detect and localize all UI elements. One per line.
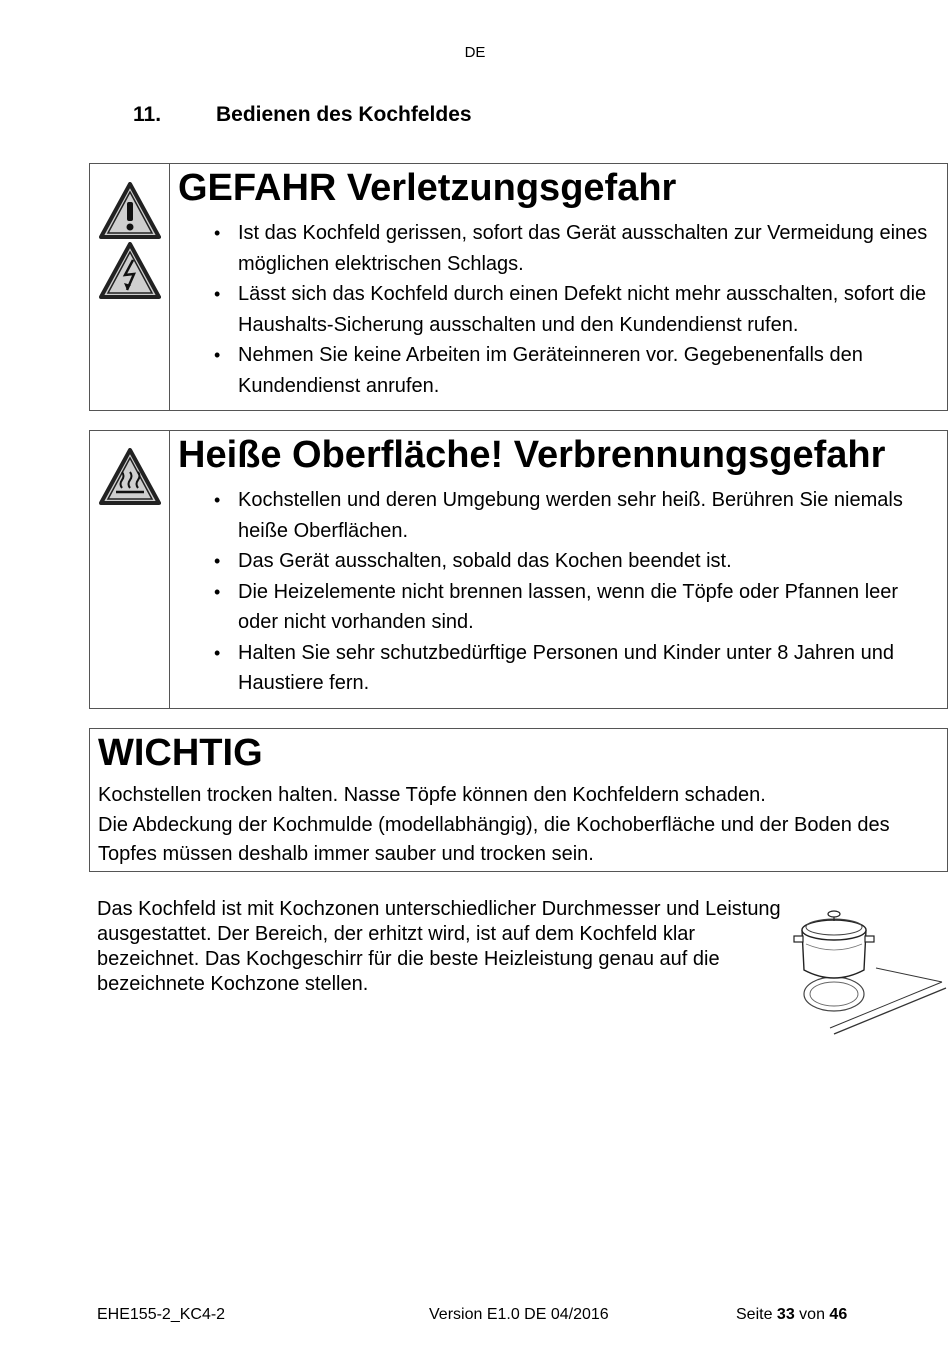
footer-model: EHE155-2_KC4-2 [97, 1306, 226, 1323]
footer-page-number [736, 1306, 847, 1324]
hot-icon-column [90, 431, 170, 708]
danger-warning-title: GEFAHR Verletzungsgefahr [178, 167, 677, 209]
footer-version: Version E1.0 DE 04/2016 [429, 1306, 609, 1323]
page-prefix: Seite [736, 1306, 773, 1323]
page-current: 33 [776, 1306, 795, 1323]
section-title: Bedienen des Kochfeldes [216, 103, 472, 126]
intro-paragraph: Das Kochfeld ist mit Kochzonen unterschiedlicher Durchmesser und Leistung ausgestattet. Der Bereich, der erhitzt wird, ist auf dem Kochfeld klar bezeichnet. Das Kochgeschirr für die beste Heizleistung genau auf die bezeichnete Kochzone stellen. [97, 898, 781, 995]
hot-surface-warning-box [89, 430, 948, 709]
list-item: • Kochstellen und deren Umgebung werden sehr heiß. Berühren Sie niemals heiße Oberflächen. [178, 485, 947, 546]
page-total: 46 [829, 1306, 848, 1323]
danger-warning-list [178, 218, 947, 401]
hot-surface-warning-list [178, 485, 947, 699]
list-item: • Lässt sich das Kochfeld durch einen Defekt nicht mehr ausschalten, sofort die Haushalts-Sicherung ausschalten und den Kundendienst rufen. [178, 279, 947, 340]
hot-surface-icon [99, 448, 161, 506]
list-item: • Die Heizelemente nicht brennen lassen, wenn die Töpfe oder Pfannen leer oder nicht vorhanden sind. [178, 577, 947, 638]
general-warning-icon [99, 182, 161, 240]
important-title: WICHTIG [98, 732, 263, 774]
important-notice-box [89, 728, 948, 872]
danger-warning-box [89, 163, 948, 411]
hot-surface-warning-title: Heiße Oberfläche! Verbrennungsgefahr [178, 434, 886, 476]
list-item: • Das Gerät ausschalten, sobald das Kochen beendet ist. [178, 546, 947, 577]
pot-on-cooktop-illustration [792, 900, 948, 1040]
section-heading [133, 103, 472, 127]
section-number: 11. [133, 103, 162, 126]
electric-hazard-icon [99, 242, 161, 300]
important-line-1: Kochstellen trocken halten. Nasse Töpfe können den Kochfeldern schaden. [98, 784, 766, 806]
page-separator: von [799, 1306, 825, 1323]
list-item: • Halten Sie sehr schutzbedürftige Personen und Kinder unter 8 Jahren und Haustiere fern. [178, 638, 947, 699]
warning-icon-column [90, 164, 170, 410]
list-item: • Ist das Kochfeld gerissen, sofort das Gerät ausschalten zur Vermeidung eines möglichen elektrischen Schlags. [178, 218, 947, 279]
language-label: DE [464, 44, 486, 61]
danger-warning-content [170, 164, 947, 410]
list-item: • Nehmen Sie keine Arbeiten im Geräteinneren vor. Gegebenenfalls den Kundendienst anrufen. [178, 340, 947, 401]
important-line-2: Die Abdeckung der Kochmulde (modellabhängig), die Kochoberfläche und der Boden des Topfes müssen deshalb immer sauber und trocken sein. [98, 813, 890, 865]
hot-surface-warning-content [170, 431, 947, 708]
